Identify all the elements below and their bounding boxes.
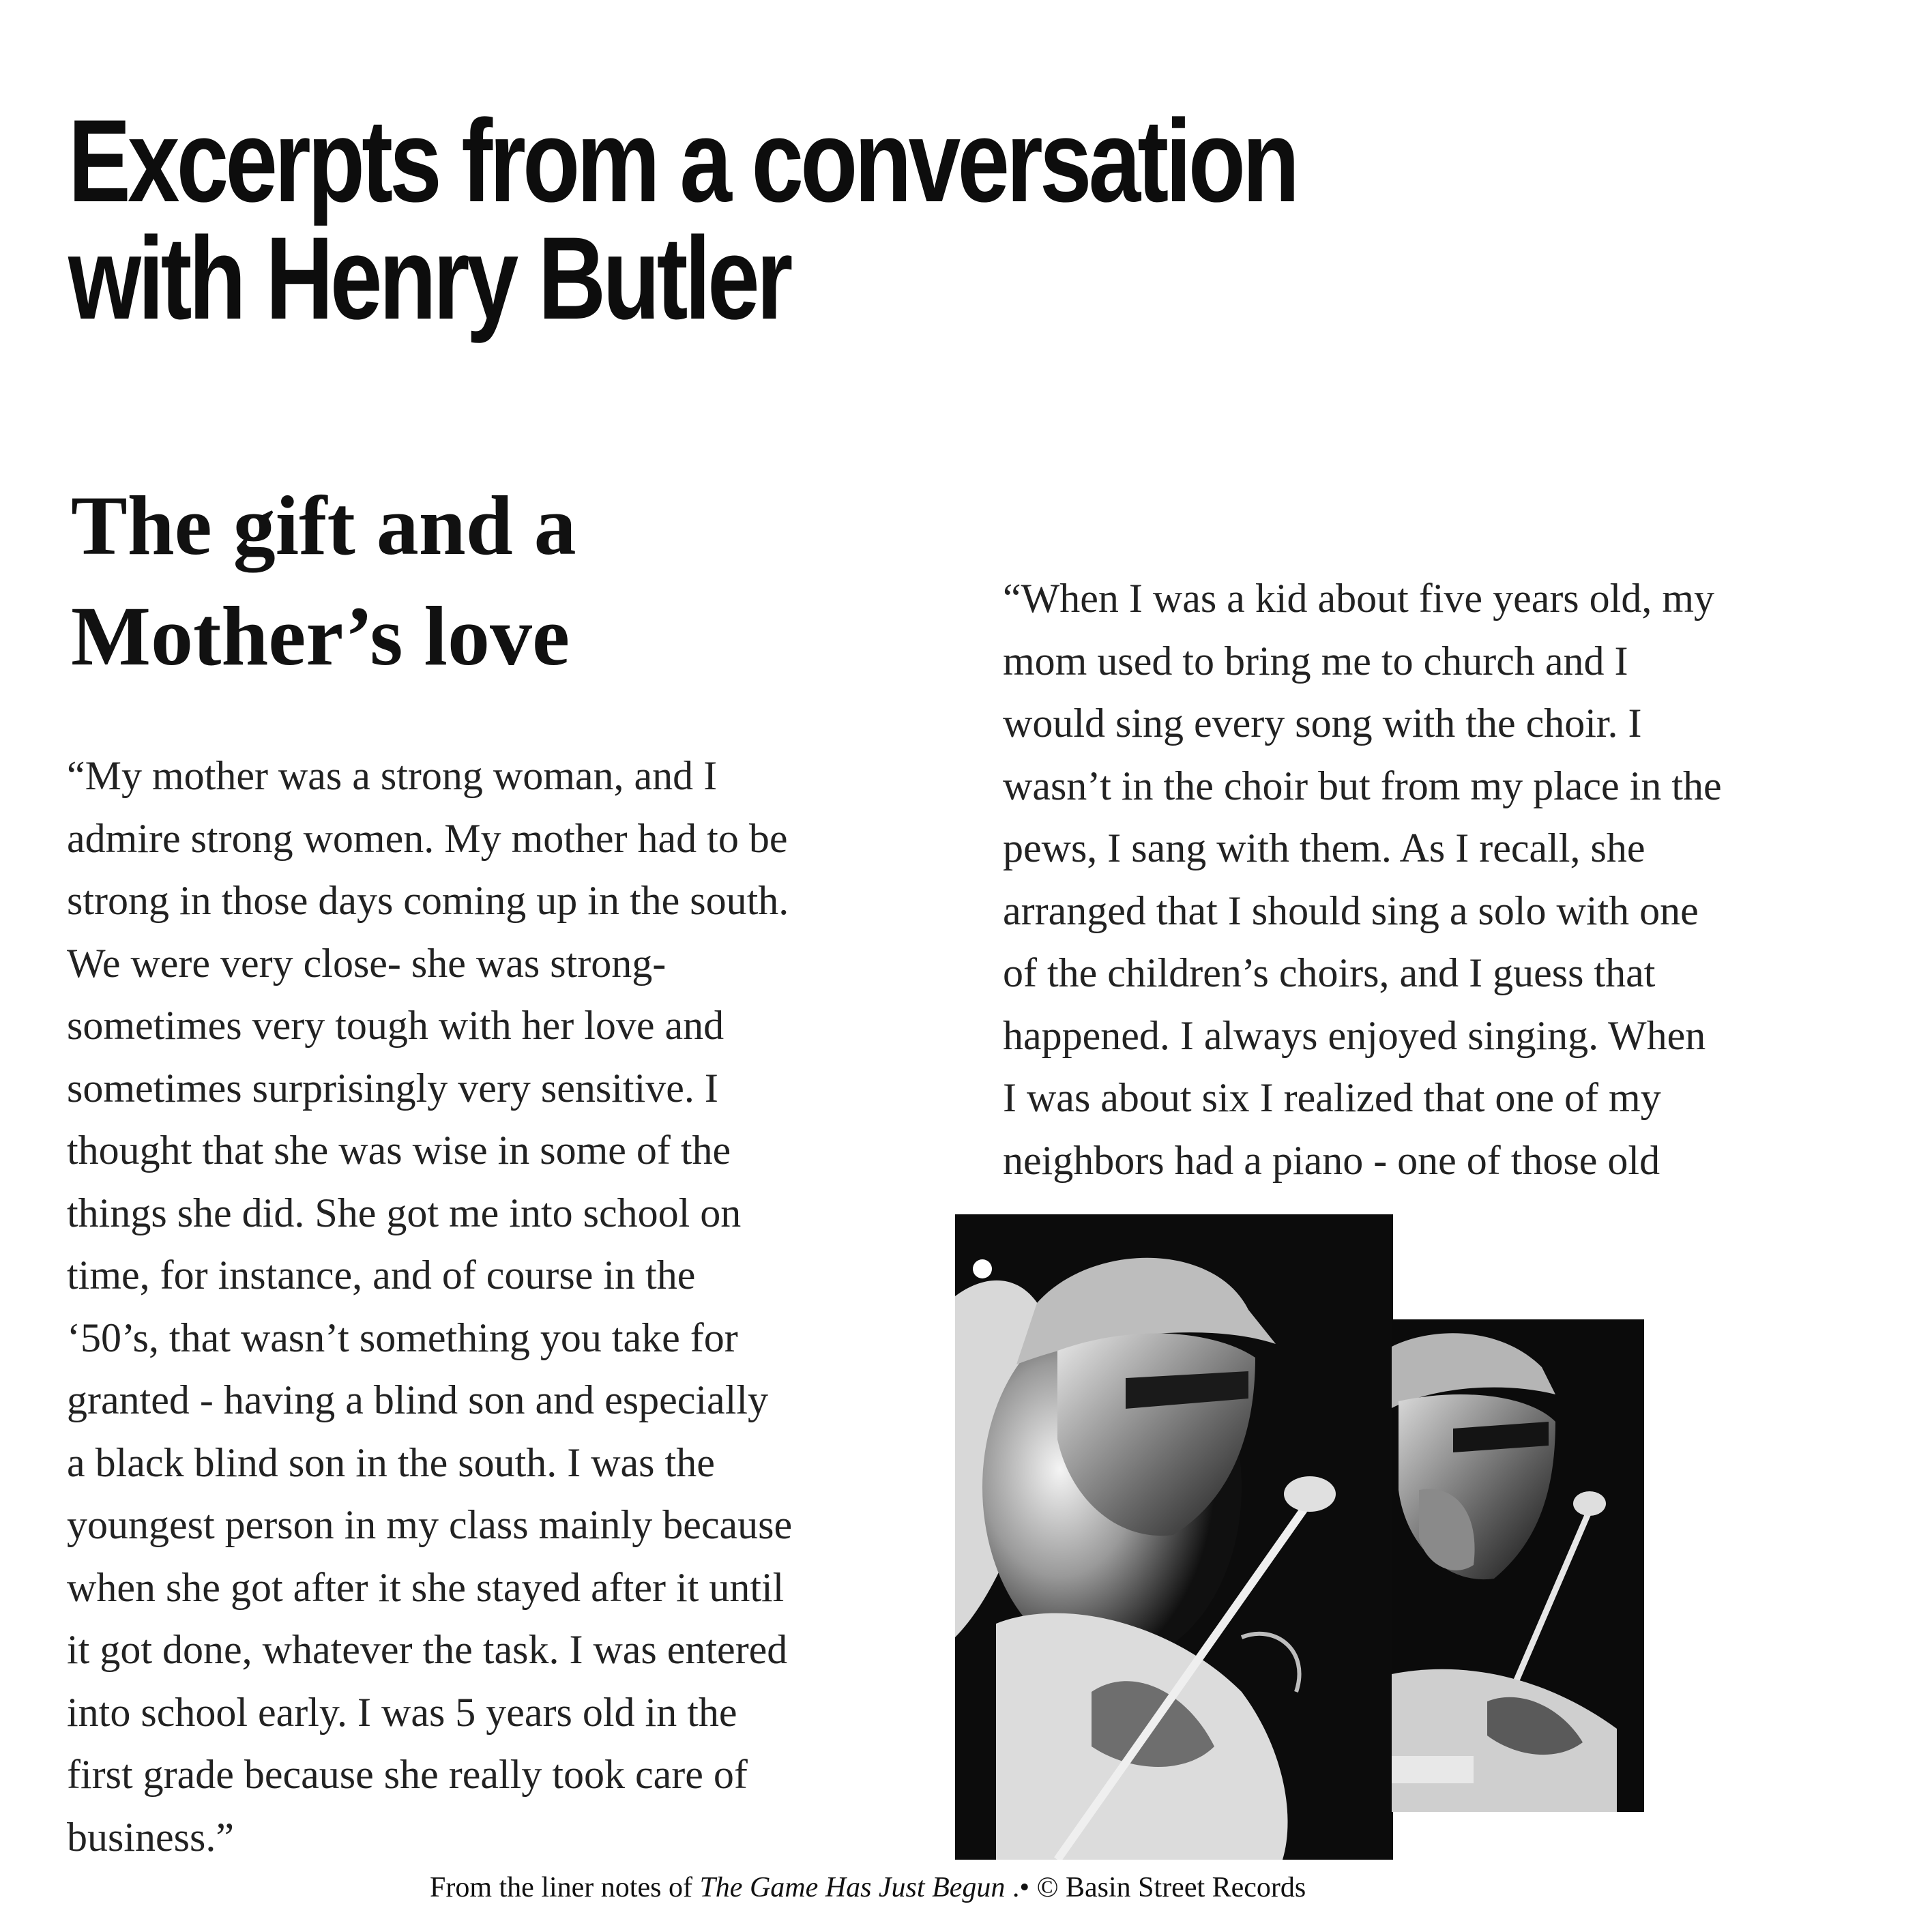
performer-photo-large-graphic — [955, 1214, 1393, 1860]
left-line: when she got after it she stayed after it until — [67, 1564, 785, 1610]
left-line: “My mother was a strong woman, and I — [67, 753, 718, 798]
right-column-text — [1003, 568, 1890, 1192]
right-line: would sing every song with the choir. I — [1003, 701, 1642, 746]
left-line: strong in those days coming up in the south. — [67, 878, 789, 923]
footer-credit — [430, 1869, 1306, 1906]
left-line: admire strong women. My mother had to be — [67, 815, 788, 861]
left-line: youngest person in my class mainly because — [67, 1502, 793, 1547]
main-title-line-2: with Henry Butler — [68, 213, 790, 344]
left-line: sometimes very tough with her love and — [67, 1003, 724, 1048]
left-column-text — [67, 745, 940, 1869]
left-line: things she did. She got me into school on — [67, 1190, 742, 1235]
right-line: arranged that I should sing a solo with one — [1003, 888, 1699, 933]
left-line: granted - having a blind son and especially — [67, 1377, 769, 1422]
performer-photo-small-graphic — [1392, 1319, 1644, 1812]
footer-prefix: From the liner notes of — [430, 1872, 700, 1903]
left-line: a black blind son in the south. I was the — [67, 1439, 715, 1485]
footer-copyright: © Basin Street Records — [1036, 1872, 1306, 1903]
left-line: time, for instance, and of course in the — [67, 1253, 696, 1298]
right-line: mom used to bring me to church and I — [1003, 638, 1628, 684]
performer-photo-large — [955, 1214, 1393, 1860]
left-line: thought that she was wise in some of the — [67, 1128, 731, 1173]
right-line: neighbors had a piano - one of those old — [1003, 1137, 1660, 1183]
footer-album-title: The Game Has Just Begun — [699, 1872, 1006, 1903]
performer-photo-small — [1392, 1319, 1644, 1812]
main-title — [68, 96, 1323, 344]
section-title-line-1: The gift and a — [71, 479, 576, 572]
section-title — [71, 471, 576, 692]
main-title-line-1: Excerpts from a conversation — [68, 96, 1297, 226]
right-line: of the children’s choirs, and I guess that — [1003, 950, 1656, 995]
footer-separator: .• — [1005, 1872, 1037, 1903]
right-line: wasn’t in the choir but from my place in the — [1003, 763, 1722, 808]
left-line: business.” — [67, 1814, 234, 1860]
left-line: it got done, whatever the task. I was entered — [67, 1627, 788, 1672]
left-line: first grade because she really took care of — [67, 1752, 748, 1797]
left-line: We were very close- she was strong- — [67, 940, 667, 986]
left-line: sometimes surprisingly very sensitive. I — [67, 1065, 718, 1111]
right-line: I was about six I realized that one of my — [1003, 1075, 1661, 1120]
left-line: ‘50’s, that wasn’t something you take for — [67, 1315, 738, 1360]
left-line: into school early. I was 5 years old in the — [67, 1689, 737, 1735]
right-line: happened. I always enjoyed singing. When — [1003, 1012, 1706, 1058]
right-line: “When I was a kid about five years old, my — [1003, 576, 1714, 621]
section-title-line-2: Mother’s love — [71, 589, 570, 683]
right-line: pews, I sang with them. As I recall, she — [1003, 825, 1645, 870]
